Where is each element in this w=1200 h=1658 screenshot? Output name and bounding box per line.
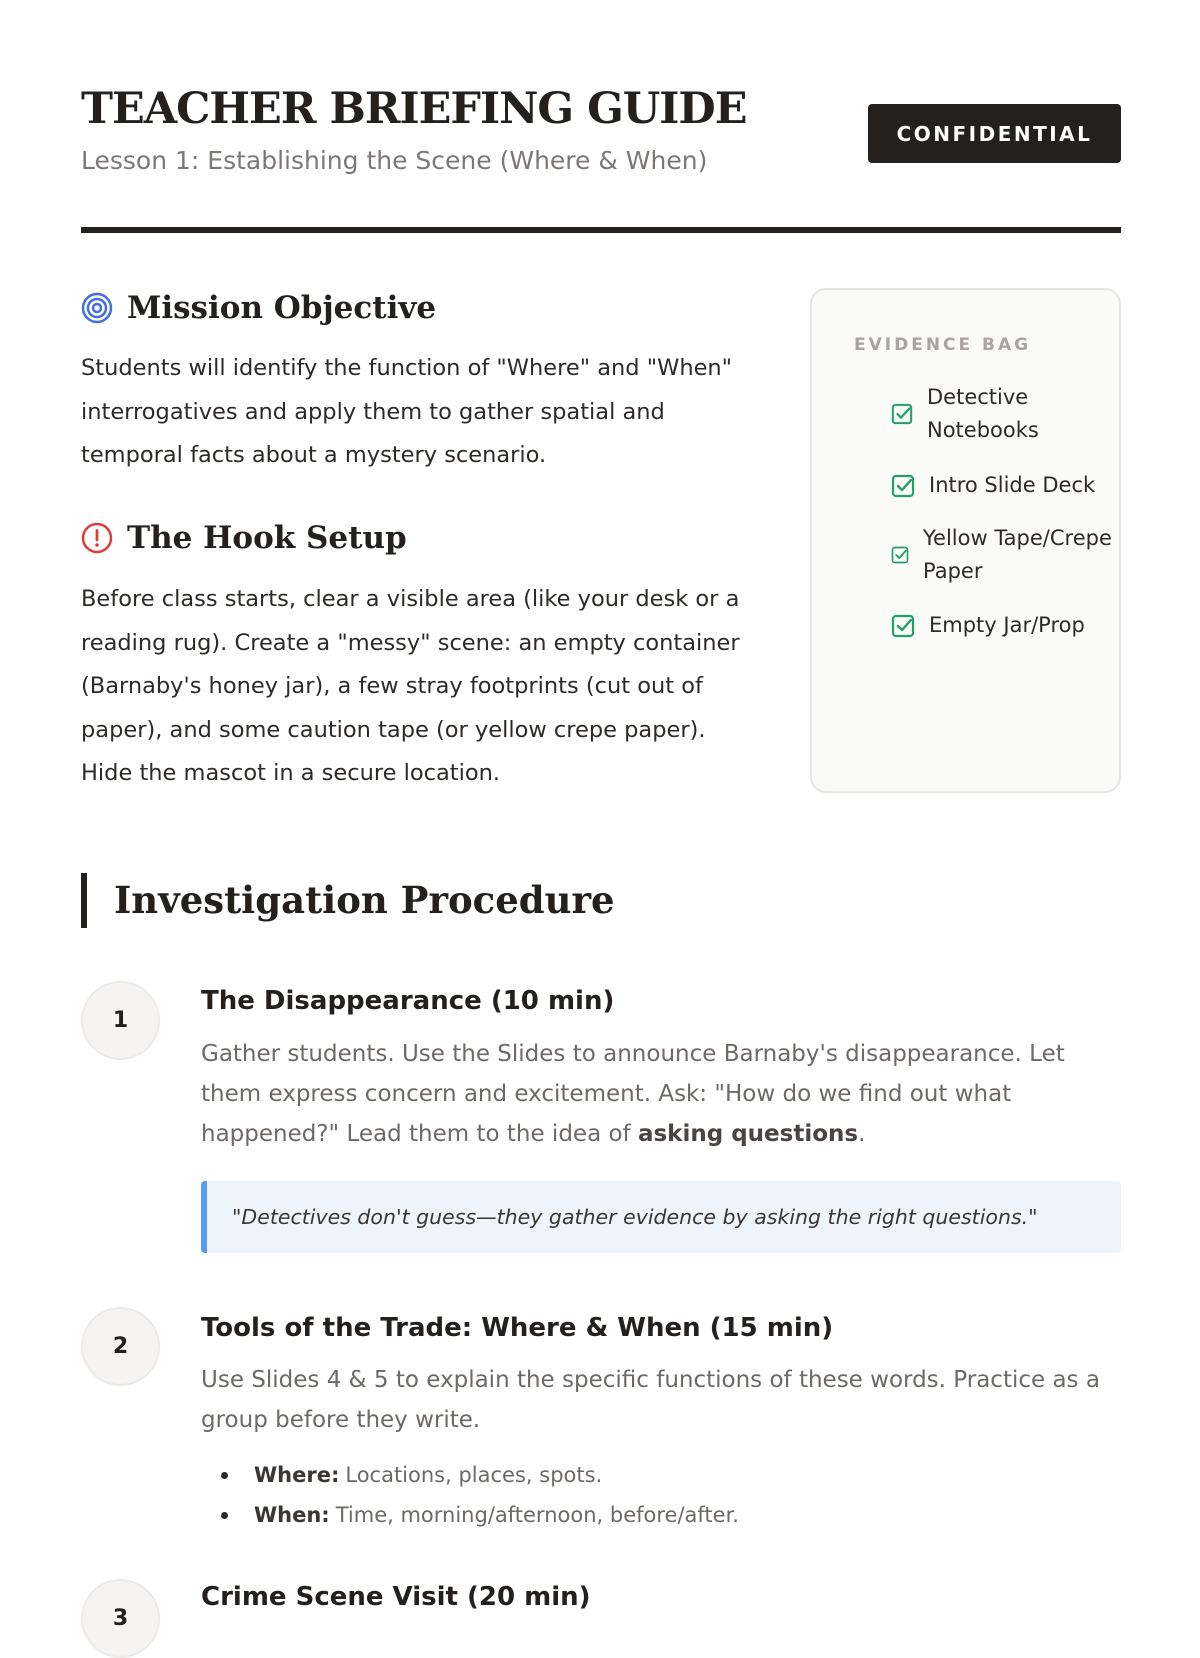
page-title: TEACHER BRIEFING GUIDE — [81, 84, 747, 134]
target-icon — [81, 292, 113, 324]
step-number-badge: 2 — [81, 1307, 160, 1386]
step-title: The Disappearance (10 min) — [201, 986, 615, 1016]
check-square-icon — [891, 474, 915, 498]
objective-heading-row — [81, 290, 436, 326]
step-bullet-list — [221, 1455, 1101, 1535]
bullet-item — [221, 1495, 1101, 1535]
hook-text: Before class starts, clear a visible area (like your desk or a reading rug). Create a "messy" scene: an empty container (Barnaby's honey jar), a few stray footprints (cut out of paper), and some caution tape (or yellow crepe paper). Hide the mascot in a secure location. — [81, 586, 740, 786]
procedure-accent-bar — [81, 873, 87, 928]
evidence-item-label: Empty Jar/Prop — [929, 613, 1085, 637]
check-square-icon — [891, 546, 909, 564]
step-number-badge: 1 — [81, 981, 160, 1060]
procedure-heading: Investigation Procedure — [114, 878, 615, 922]
confidential-badge: CONFIDENTIAL — [868, 104, 1121, 163]
evidence-item — [891, 469, 1095, 502]
evidence-item-label: Detective Notebooks — [927, 385, 1039, 442]
step-description: Use Slides 4 & 5 to explain the specific functions of these words. Practice as a group before they write. — [201, 1367, 1100, 1433]
page-subtitle: Lesson 1: Establishing the Scene (Where & When) — [81, 146, 708, 175]
step-title: Tools of the Trade: Where & When (15 min) — [201, 1313, 834, 1343]
evidence-item — [891, 522, 1123, 588]
bullet-dot — [221, 1472, 228, 1479]
hook-heading: The Hook Setup — [127, 520, 407, 556]
hook-heading-row — [81, 520, 407, 556]
bullet-text: Time, morning/afternoon, before/after. — [335, 1503, 739, 1527]
bullet-term: Where: — [254, 1463, 340, 1487]
bullet-term: When: — [254, 1503, 330, 1527]
alert-circle-icon — [81, 522, 113, 554]
evidence-item — [891, 609, 1085, 642]
objective-heading: Mission Objective — [127, 290, 437, 326]
evidence-item-label: Intro Slide Deck — [929, 473, 1096, 497]
check-square-icon — [891, 614, 915, 638]
evidence-item — [891, 381, 1057, 447]
step-description-end: . — [858, 1121, 866, 1147]
header-divider — [81, 227, 1121, 233]
step-number-badge: 3 — [81, 1579, 160, 1658]
detective-quote: "Detectives don't guess—they gather evidence by asking the right questions." — [201, 1181, 1121, 1253]
step-title: Crime Scene Visit (20 min) — [201, 1582, 591, 1612]
bullet-item — [221, 1455, 1101, 1495]
briefing-page — [81, 0, 1121, 1631]
step-description — [201, 1034, 1121, 1154]
check-square-icon — [891, 403, 913, 425]
step-description-emphasis: asking questions — [637, 1121, 859, 1147]
bullet-text: Locations, places, spots. — [345, 1463, 603, 1487]
step-description-text: Gather students. Use the Slides to announce Barnaby's disappearance. Let them express concern and excitement. Ask: "How do we find out what happened?" Lead them to the idea of — [201, 1041, 1065, 1147]
objective-text: Students will identify the function of "Where" and "When" interrogatives and apply them to gather spatial and temporal facts about a mystery scenario. — [81, 355, 733, 468]
bullet-dot — [221, 1512, 228, 1519]
evidence-item-label: Yellow Tape/Crepe Paper — [923, 526, 1112, 583]
evidence-bag-title: EVIDENCE BAG — [854, 335, 1032, 355]
